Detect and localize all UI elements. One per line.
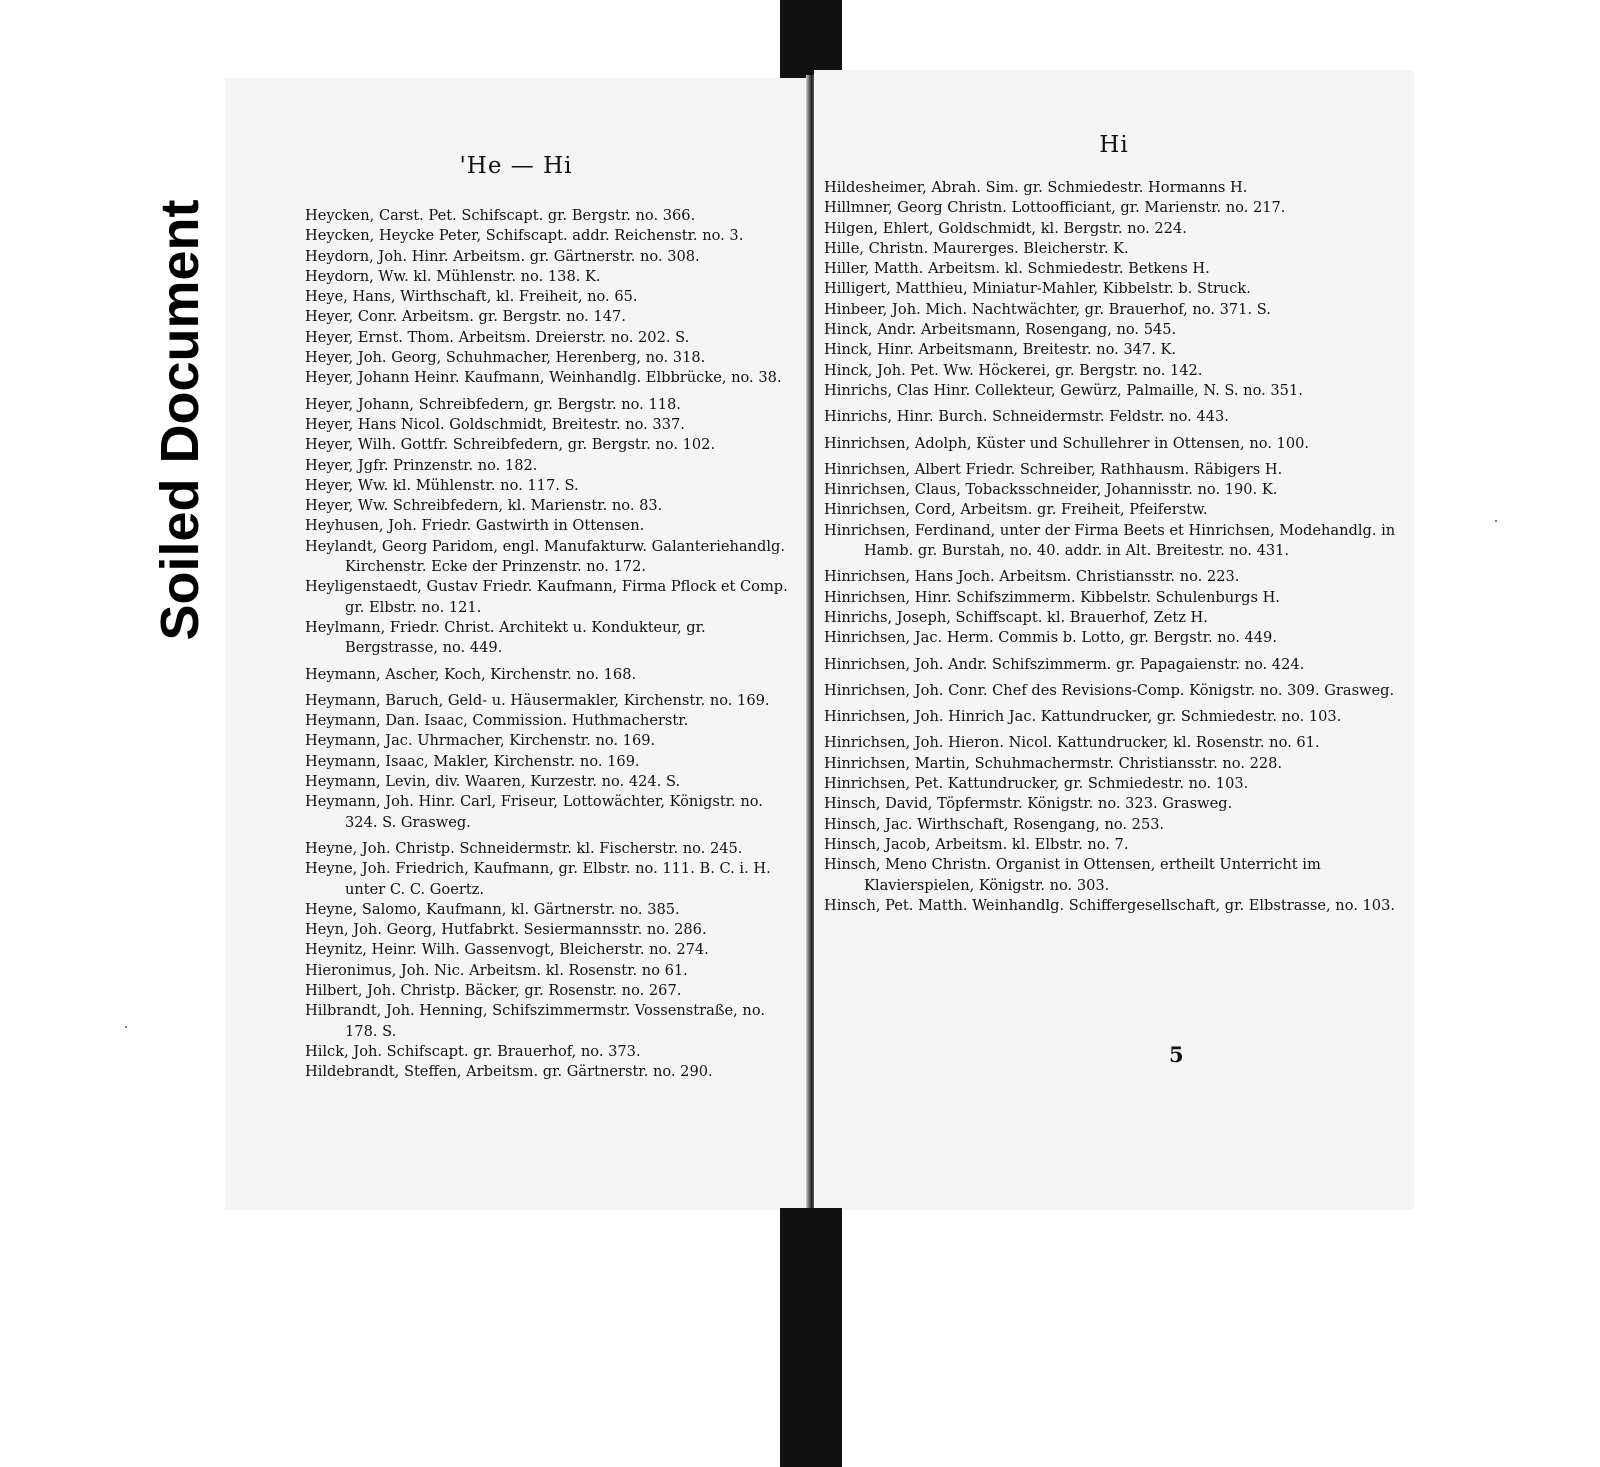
directory-entry: Heymann, Joh. Hinr. Carl, Friseur, Lottowächter, Königstr. no. 324. S. Grasweg.: [305, 793, 763, 831]
left-page-heading: 'He — Hi: [459, 153, 573, 179]
directory-entry: Hinck, Andr. Arbeitsmann, Rosengang, no. 545.: [824, 321, 1177, 339]
directory-entry: Heydorn, Joh. Hinr. Arbeitsm. gr. Gärtnerstr. no. 308.: [305, 247, 700, 265]
speck: [125, 1026, 127, 1028]
soiled-document-label: Soiled Document: [150, 199, 210, 641]
directory-entry: Hinrichs, Clas Hinr. Collekteur, Gewürz, Palmaille, N. S. no. 351.: [824, 381, 1303, 399]
directory-entry: Heymann, Levin, div. Waaren, Kurzestr. no. 424. S.: [305, 773, 681, 791]
directory-entry: Hilck, Joh. Schifscapt. gr. Brauerhof, no. 373.: [305, 1042, 641, 1060]
directory-entry: Hinrichsen, Martin, Schuhmachermstr. Christiansstr. no. 228.: [824, 754, 1283, 772]
directory-entry: Heymann, Baruch, Geld- u. Häusermakler, Kirchenstr. no. 169.: [305, 691, 770, 709]
directory-entry: Hinsch, Pet. Matth. Weinhandlg. Schiffergesellschaft, gr. Elbstrasse, no. 103.: [824, 896, 1396, 914]
directory-entry: Hinck, Hinr. Arbeitsmann, Breitestr. no. 347. K.: [824, 341, 1177, 359]
directory-entry: Hinrichs, Joseph, Schiffscapt. kl. Brauerhof, Zetz H.: [824, 608, 1208, 626]
directory-entry: Hildebrandt, Steffen, Arbeitsm. gr. Gärtnerstr. no. 290.: [305, 1063, 713, 1081]
directory-entry: Heylandt, Georg Paridom, engl. Manufakturw. Galanteriehandlg. Kirchenstr. Ecke der Prinzenstr. no. 172.: [305, 537, 786, 576]
directory-entry: Heymann, Dan. Isaac, Commission. Huthmacherstr.: [305, 712, 689, 730]
page-number: 5: [1169, 1042, 1184, 1067]
directory-entry: Hinrichsen, Cord, Arbeitsm. gr. Freiheit, Pfeiferstw.: [824, 501, 1208, 519]
directory-entry: Hinrichsen, Joh. Conr. Chef des Revisions-Comp. Königstr. no. 309. Grasweg.: [824, 681, 1395, 699]
left-entry-list: [305, 206, 795, 1082]
speck: [1495, 520, 1497, 522]
right-page: [814, 70, 1414, 1210]
directory-entry: Heyne, Salomo, Kaufmann, kl. Gärtnerstr. no. 385.: [305, 900, 680, 918]
binding-spine-bottom: [780, 1208, 842, 1467]
directory-entry: Heyligenstaedt, Gustav Friedr. Kaufmann, Firma Pflock et Comp. gr. Elbstr. no. 121.: [305, 578, 788, 616]
directory-entry: Hinsch, Meno Christn. Organist in Ottensen, ertheilt Unterricht im Klavierspielen, Königstr. no. 303.: [824, 856, 1321, 894]
directory-entry: Hinrichsen, Joh. Hinrich Jac. Kattundrucker, gr. Schmiedestr. no. 103.: [824, 708, 1342, 726]
directory-entry: Hinrichsen, Adolph, Küster und Schullehrer in Ottensen, no. 100.: [824, 434, 1310, 452]
directory-entry: Hilbert, Joh. Christp. Bäcker, gr. Rosenstr. no. 267.: [305, 981, 682, 999]
directory-entry: Heyne, Joh. Christp. Schneidermstr. kl. Fischerstr. no. 245.: [305, 839, 743, 857]
directory-entry: Hinrichsen, Claus, Tobacksschneider, Johannisstr. no. 190. K.: [824, 481, 1278, 499]
directory-entry: Hilgen, Ehlert, Goldschmidt, kl. Bergstr. no. 224.: [824, 219, 1187, 237]
directory-entry: Hilbrandt, Joh. Henning, Schifszimmermstr. Vossenstraße, no. 178. S.: [305, 1002, 766, 1040]
directory-entry: Hillmner, Georg Christn. Lottoofficiant, gr. Marienstr. no. 217.: [824, 199, 1286, 217]
directory-entry: Heyhusen, Joh. Friedr. Gastwirth in Ottensen.: [305, 517, 645, 535]
directory-entry: Heyer, Conr. Arbeitsm. gr. Bergstr. no. 147.: [305, 308, 626, 326]
directory-entry: Hinrichsen, Jac. Herm. Commis b. Lotto, gr. Bergstr. no. 449.: [824, 629, 1277, 647]
directory-entry: Hinsch, Jacob, Arbeitsm. kl. Elbstr. no. 7.: [824, 835, 1129, 853]
directory-entry: Hinrichsen, Pet. Kattundrucker, gr. Schmiedestr. no. 103.: [824, 775, 1249, 793]
directory-entry: Hieronimus, Joh. Nic. Arbeitsm. kl. Rosenstr. no 61.: [305, 961, 688, 979]
directory-entry: Heynitz, Heinr. Wilh. Gassenvogt, Bleicherstr. no. 274.: [305, 941, 709, 959]
directory-entry: Hinrichsen, Ferdinand, unter der Firma Beets et Hinrichsen, Modehandlg. in Hamb. gr. Burstah, no. 40. addr. in Alt. Breitestr. no. 431.: [824, 521, 1396, 560]
directory-entry: Heymann, Ascher, Koch, Kirchenstr. no. 168.: [305, 665, 637, 683]
soiled-document-stamp: [150, 170, 210, 670]
directory-entry: Heyne, Joh. Friedrich, Kaufmann, gr. Elbstr. no. 111. B. C. i. H. unter C. C. Goertz.: [305, 860, 771, 898]
directory-entry: Heyer, Ernst. Thom. Arbeitsm. Dreierstr. no. 202. S.: [305, 328, 690, 346]
directory-entry: Hildesheimer, Abrah. Sim. gr. Schmiedestr. Hormanns H.: [824, 179, 1248, 196]
directory-entry: Heyer, Ww. Schreibfedern, kl. Marienstr. no. 83.: [305, 497, 663, 515]
directory-entry: Heylmann, Friedr. Christ. Architekt u. Kondukteur, gr. Bergstrasse, no. 449.: [305, 618, 706, 657]
binding-spine-top: [780, 0, 842, 78]
directory-entry: Heyer, Joh. Georg, Schuhmacher, Herenberg, no. 318.: [305, 349, 706, 367]
directory-entry: Hinrichsen, Joh. Hieron. Nicol. Kattundrucker, kl. Rosenstr. no. 61.: [824, 734, 1320, 752]
directory-entry: Heye, Hans, Wirthschaft, kl. Freiheit, no. 65.: [305, 288, 638, 306]
directory-entry: Hiller, Matth. Arbeitsm. kl. Schmiedestr. Betkens H.: [824, 260, 1210, 278]
directory-entry: Heyer, Jgfr. Prinzenstr. no. 182.: [305, 456, 538, 474]
directory-entry: Heymann, Jac. Uhrmacher, Kirchenstr. no. 169.: [305, 732, 656, 750]
right-entry-list: [824, 178, 1404, 916]
directory-entry: Hille, Christn. Maurerges. Bleicherstr. K.: [824, 239, 1129, 257]
directory-entry: Hilligert, Matthieu, Miniatur-Mahler, Kibbelstr. b. Struck.: [824, 280, 1251, 298]
directory-entry: Heyer, Hans Nicol. Goldschmidt, Breitestr. no. 337.: [305, 415, 685, 433]
directory-entry: Heyn, Joh. Georg, Hutfabrkt. Sesiermannsstr. no. 286.: [305, 921, 707, 939]
directory-entry: Hinrichsen, Albert Friedr. Schreiber, Rathhausm. Räbigers H.: [824, 460, 1283, 478]
directory-entry: Hinrichsen, Hans Joch. Arbeitsm. Christiansstr. no. 223.: [824, 568, 1240, 586]
directory-entry: Heyer, Johann Heinr. Kaufmann, Weinhandlg. Elbbrücke, no. 38.: [305, 369, 782, 387]
directory-entry: Hinrichsen, Hinr. Schifszimmerm. Kibbelstr. Schulenburgs H.: [824, 588, 1280, 606]
directory-entry: Hinck, Joh. Pet. Ww. Höckerei, gr. Bergstr. no. 142.: [824, 361, 1203, 379]
directory-entry: Heydorn, Ww. kl. Mühlenstr. no. 138. K.: [305, 267, 601, 285]
directory-entry: Heyer, Ww. kl. Mühlenstr. no. 117. S.: [305, 476, 579, 494]
directory-entry: Hinbeer, Joh. Mich. Nachtwächter, gr. Brauerhof, no. 371. S.: [824, 300, 1271, 318]
directory-entry: Hinrichs, Hinr. Burch. Schneidermstr. Feldstr. no. 443.: [824, 408, 1229, 426]
directory-entry: Hinrichsen, Joh. Andr. Schifszimmerm. gr. Papagaienstr. no. 424.: [824, 655, 1305, 673]
right-page-heading: Hi: [1099, 132, 1129, 158]
left-page: [225, 78, 807, 1210]
directory-entry: Heymann, Isaac, Makler, Kirchenstr. no. 169.: [305, 752, 640, 770]
directory-entry: Heycken, Carst. Pet. Schifscapt. gr. Bergstr. no. 366.: [305, 207, 696, 224]
directory-entry: Heyer, Wilh. Gottfr. Schreibfedern, gr. Bergstr. no. 102.: [305, 436, 716, 454]
directory-entry: Hinsch, David, Töpfermstr. Königstr. no. 323. Grasweg.: [824, 795, 1233, 813]
directory-entry: Heyer, Johann, Schreibfedern, gr. Bergstr. no. 118.: [305, 395, 681, 413]
directory-entry: Heycken, Heycke Peter, Schifscapt. addr. Reichenstr. no. 3.: [305, 227, 744, 245]
directory-entry: Hinsch, Jac. Wirthschaft, Rosengang, no. 253.: [824, 815, 1165, 833]
